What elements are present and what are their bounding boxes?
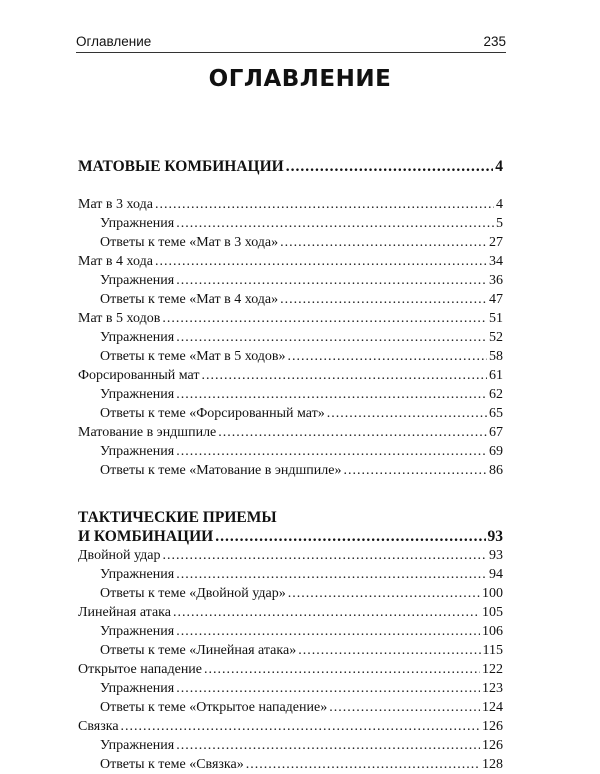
- toc-entry: Матование в эндшпиле ..... 67: [78, 423, 503, 442]
- page-title: ОГЛАВЛЕНИЕ: [208, 66, 392, 92]
- dot-leader: [329, 698, 480, 717]
- toc-subentry: Ответы к теме «Двойной удар» ..... 100: [78, 584, 503, 603]
- toc-subentry: Упражнения ..... 62: [78, 385, 503, 404]
- dot-leader: [218, 423, 487, 442]
- toc-entry: Двойной удар ..... 93: [78, 546, 503, 565]
- dot-leader: [176, 214, 494, 233]
- toc-entry: Линейная атака ..... 105: [78, 603, 503, 622]
- toc-entry: Мат в 5 ходов ..... 51: [78, 309, 503, 328]
- dot-leader: [202, 366, 487, 385]
- dot-leader: [176, 622, 480, 641]
- dot-leader: [173, 603, 480, 622]
- toc-subentry: Упражнения ..... 106: [78, 622, 503, 641]
- dot-leader: [155, 252, 487, 271]
- toc-subentry: Ответы к теме «Связка» ..... 128: [78, 755, 503, 774]
- toc-subentry: Ответы к теме «Мат в 4 хода» ..... 47: [78, 290, 503, 309]
- toc-entry: Мат в 4 хода ..... 34: [78, 252, 503, 271]
- header-section-title: Оглавление: [76, 34, 152, 49]
- dot-leader: [162, 309, 487, 328]
- toc-subentry: Упражнения ..... 69: [78, 442, 503, 461]
- toc-part-heading: И КОМБИНАЦИИ ..... 93: [78, 527, 503, 546]
- toc-part-heading-line1: ТАКТИЧЕСКИЕ ПРИЕМЫ: [78, 509, 277, 526]
- toc-subentry: Упражнения ..... 52: [78, 328, 503, 347]
- toc-subentry: Ответы к теме «Линейная атака» ..... 115: [78, 641, 503, 660]
- toc-entry: Форсированный мат ..... 61: [78, 366, 503, 385]
- toc-subentry: Упражнения ..... 94: [78, 565, 503, 584]
- toc-part-heading: МАТОВЫЕ КОМБИНАЦИИ ..... 4: [78, 157, 503, 176]
- toc-subentry: Ответы к теме «Открытое нападение» ..... 124: [78, 698, 503, 717]
- toc-subentry: Упражнения ..... 5: [78, 214, 503, 233]
- running-header: [76, 30, 506, 52]
- dot-leader: [176, 385, 487, 404]
- dot-leader: [176, 565, 487, 584]
- dot-leader: [298, 641, 480, 660]
- dot-leader: [246, 755, 480, 774]
- dot-leader: [176, 328, 487, 347]
- dot-leader: [286, 157, 494, 176]
- dot-leader: [288, 347, 487, 366]
- dot-leader: [176, 679, 480, 698]
- toc-subentry: Ответы к теме «Форсированный мат» ..... 65: [78, 404, 503, 423]
- dot-leader: [176, 271, 487, 290]
- toc-subentry: Ответы к теме «Мат в 3 хода» ..... 27: [78, 233, 503, 252]
- dot-leader: [280, 233, 487, 252]
- header-rule: [76, 52, 506, 53]
- toc-subentry: Упражнения ..... 123: [78, 679, 503, 698]
- dot-leader: [176, 442, 487, 461]
- toc-subentry: Упражнения ..... 126: [78, 736, 503, 755]
- dot-leader: [288, 584, 480, 603]
- dot-leader: [204, 660, 480, 679]
- table-of-contents: [78, 157, 503, 774]
- dot-leader: [155, 195, 494, 214]
- toc-entry: Мат в 3 хода ..... 4: [78, 195, 503, 214]
- toc-subentry: Ответы к теме «Матование в эндшпиле» ..... 86: [78, 461, 503, 480]
- toc-entry: Открытое нападение ..... 122: [78, 660, 503, 679]
- dot-leader: [343, 461, 487, 480]
- toc-subentry: Упражнения ..... 36: [78, 271, 503, 290]
- dot-leader: [163, 546, 488, 565]
- header-page-number: 235: [483, 34, 506, 49]
- dot-leader: [176, 736, 480, 755]
- toc-entry: Связка ..... 126: [78, 717, 503, 736]
- dot-leader: [215, 527, 485, 546]
- toc-subentry: Ответы к теме «Мат в 5 ходов» ..... 58: [78, 347, 503, 366]
- dot-leader: [327, 404, 487, 423]
- dot-leader: [121, 717, 480, 736]
- dot-leader: [280, 290, 487, 309]
